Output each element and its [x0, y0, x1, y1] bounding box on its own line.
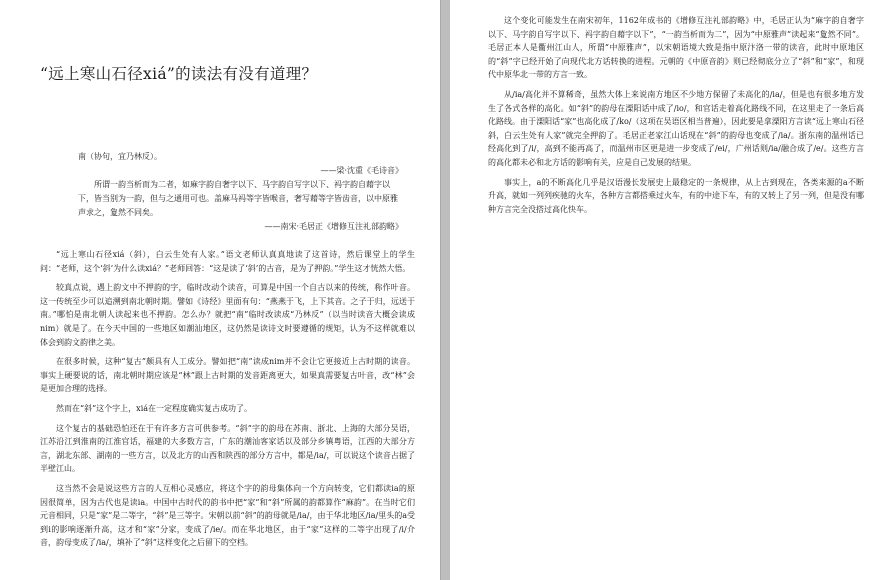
article-title: “远上寒山石径xiá”的读法有没有道理？	[40, 65, 318, 83]
paragraph: 然而在“斜”这个字上，xiá在一定程度确实复古成功了。	[56, 403, 253, 413]
page-right	[450, 0, 892, 580]
paragraph: 较真点说，遇上韵文中不押韵的字，临时改动个读音，可算是中国一个自古以来的传统，称作叶音。这一传统至少可以追溯到南北朝时期。譬如《诗经》里面有句：“燕燕于飞，上下其音。之子于归，远送于南。”哪怕是南北朝人读起来也不押韵。怎么办？就把“南”临时改读成“乃林反”（以当时读音大概会读成nim）就是了。在今天中国的一些地区如潮汕地区，这仍然是读诗文时要遵循的规矩，认为不这样就难以体会到韵文韵律之美。	[40, 283, 415, 347]
paragraph: 从/ia/高化并不算稀奇，虽然大体上来说南方地区不少地方保留了未高化的/ia/，但是也有很多地方发生了各式各样的高化。如“斜”的韵母在溧阳话中成了/io/，和官话走着高化路线不同，在这里走了一条后高化路线。由于溧阳话“家”也高化成了/ko/（这项在吴语区相当普遍），因此要是拿溧阳方言读“远上寒山石径斜，白云生处有人家”就完全押韵了。毛居正老家江山话现在“斜”的韵母也变成了/ia/。浙东南的温州话已经高化到了/i/，高到不能再高了，而温州市区更是进一步变成了/ei/，广州话则/ia/融合成了/e/。这些方言的高化都未必和北方话的影响有关，应是自己发展的结果。	[488, 89, 864, 167]
paragraph: 这个变化可能发生在南宋初年，1162年成书的《增修互注礼部韵略》中，毛居正认为“麻字韵自奢字以下、马字韵自写字以下、祃字韵自藉字以下”，“一韵当析而为二”，因为“中原雅声”读起来“夐然不同”。毛居正本人是衢州江山人，所谓“中原雅声”，以宋朝语境大致是指中原汴洛一带的读音，此时中原地区的“斜”字已经开始了向现代北方话转换的进程。元朝的《中原音韵》则已经彻底分立了“斜”和“家”，和现代中原华北一带的方言一致。	[488, 16, 864, 80]
epigraph-line-2: 所谓一韵当析而为二者，如麻字韵自奢字以下、马字韵自写字以下、祃字韵自藉字以下，皆当别为一韵，但与之通用可也。盖麻马祃等字皆喉音，奢写藉等字皆齿音，以中原雅声求之，夐然不同矣。	[78, 180, 398, 217]
page-left	[0, 0, 440, 580]
paragraph: 这当然不会是说这些方言的人互相心灵感应，将这个字的韵母集体向一个方向转变，它们都读ia的原因很简单，因为古代也是读ia。中国中古时代的韵书中把“家”和“斜”所属的韵都算作“麻韵”。在当时它们元音相同，只是“家”是二等字，“斜”是三等字。宋朝以前“斜”的韵母就是/ia/，由于华北地区/ia/里头的a受到i的影响逐渐升高，这才和“家”分家，变成了/ie/。而在华北地区，由于“家”这样的二等字出现了/i/介音，韵母变成了/ia/，填补了“斜”这样变化之后留下的空档。	[40, 483, 415, 548]
paragraph: 事实上，a的不断高化几乎是汉语漫长发展史上最稳定的一条规律，从上古到现在，各类来源的a不断升高，就如一列列疾驰的火车，各种方言都搭乘过火车，有的中途下车，有的又转上了另一列，但是没有哪种方言完全没搭过高化快车。	[488, 177, 864, 214]
epigraph-citation-2: ——南宋·毛居正《增修互注礼部韵略》	[264, 222, 403, 231]
left-body	[40, 248, 415, 550]
paragraph: “远上寒山石径xiá（斜），白云生处有人家。”语文老师认真真地读了这首诗，然后课堂上的学生问：“老师，这个‘斜’为什么读xiá？”老师回答：“这是读了‘斜’的古音，是为了押韵。”学生这才恍然大悟。	[40, 250, 415, 273]
page-gutter	[440, 0, 450, 580]
epigraph-citation-1: ——梁·沈重《毛诗音》	[320, 166, 403, 175]
epigraph-line-1: 南（协句，宜乃林反）。	[78, 152, 162, 161]
epigraph	[40, 150, 415, 234]
paragraph: 这个复古的基础恐怕还在于有许多方言可供参考。“斜”字的韵母在苏南、浙北、上海的大部分吴语，江苏沿江到淮南的江淮官话，福建的大多数方言，广东的潮汕客家话以及部分乡镇粤语，江西的大部分方言，湖北东部、湖南的一些方言，以及北方的山西和陕西的部分方言中，都是/ia/，可以说这个读音占据了半壁江山。	[40, 423, 415, 474]
paragraph: 在很多时候，这种“复古”颇具有人工成分。譬如把“南”读成nim并不会让它更接近上古时期的读音。事实上硬要说的话，南北朝时期应该是“林”跟上古时期的发音距离更大，如果真需要复古叶音，改“林”会是更加合理的选择。	[40, 357, 415, 394]
